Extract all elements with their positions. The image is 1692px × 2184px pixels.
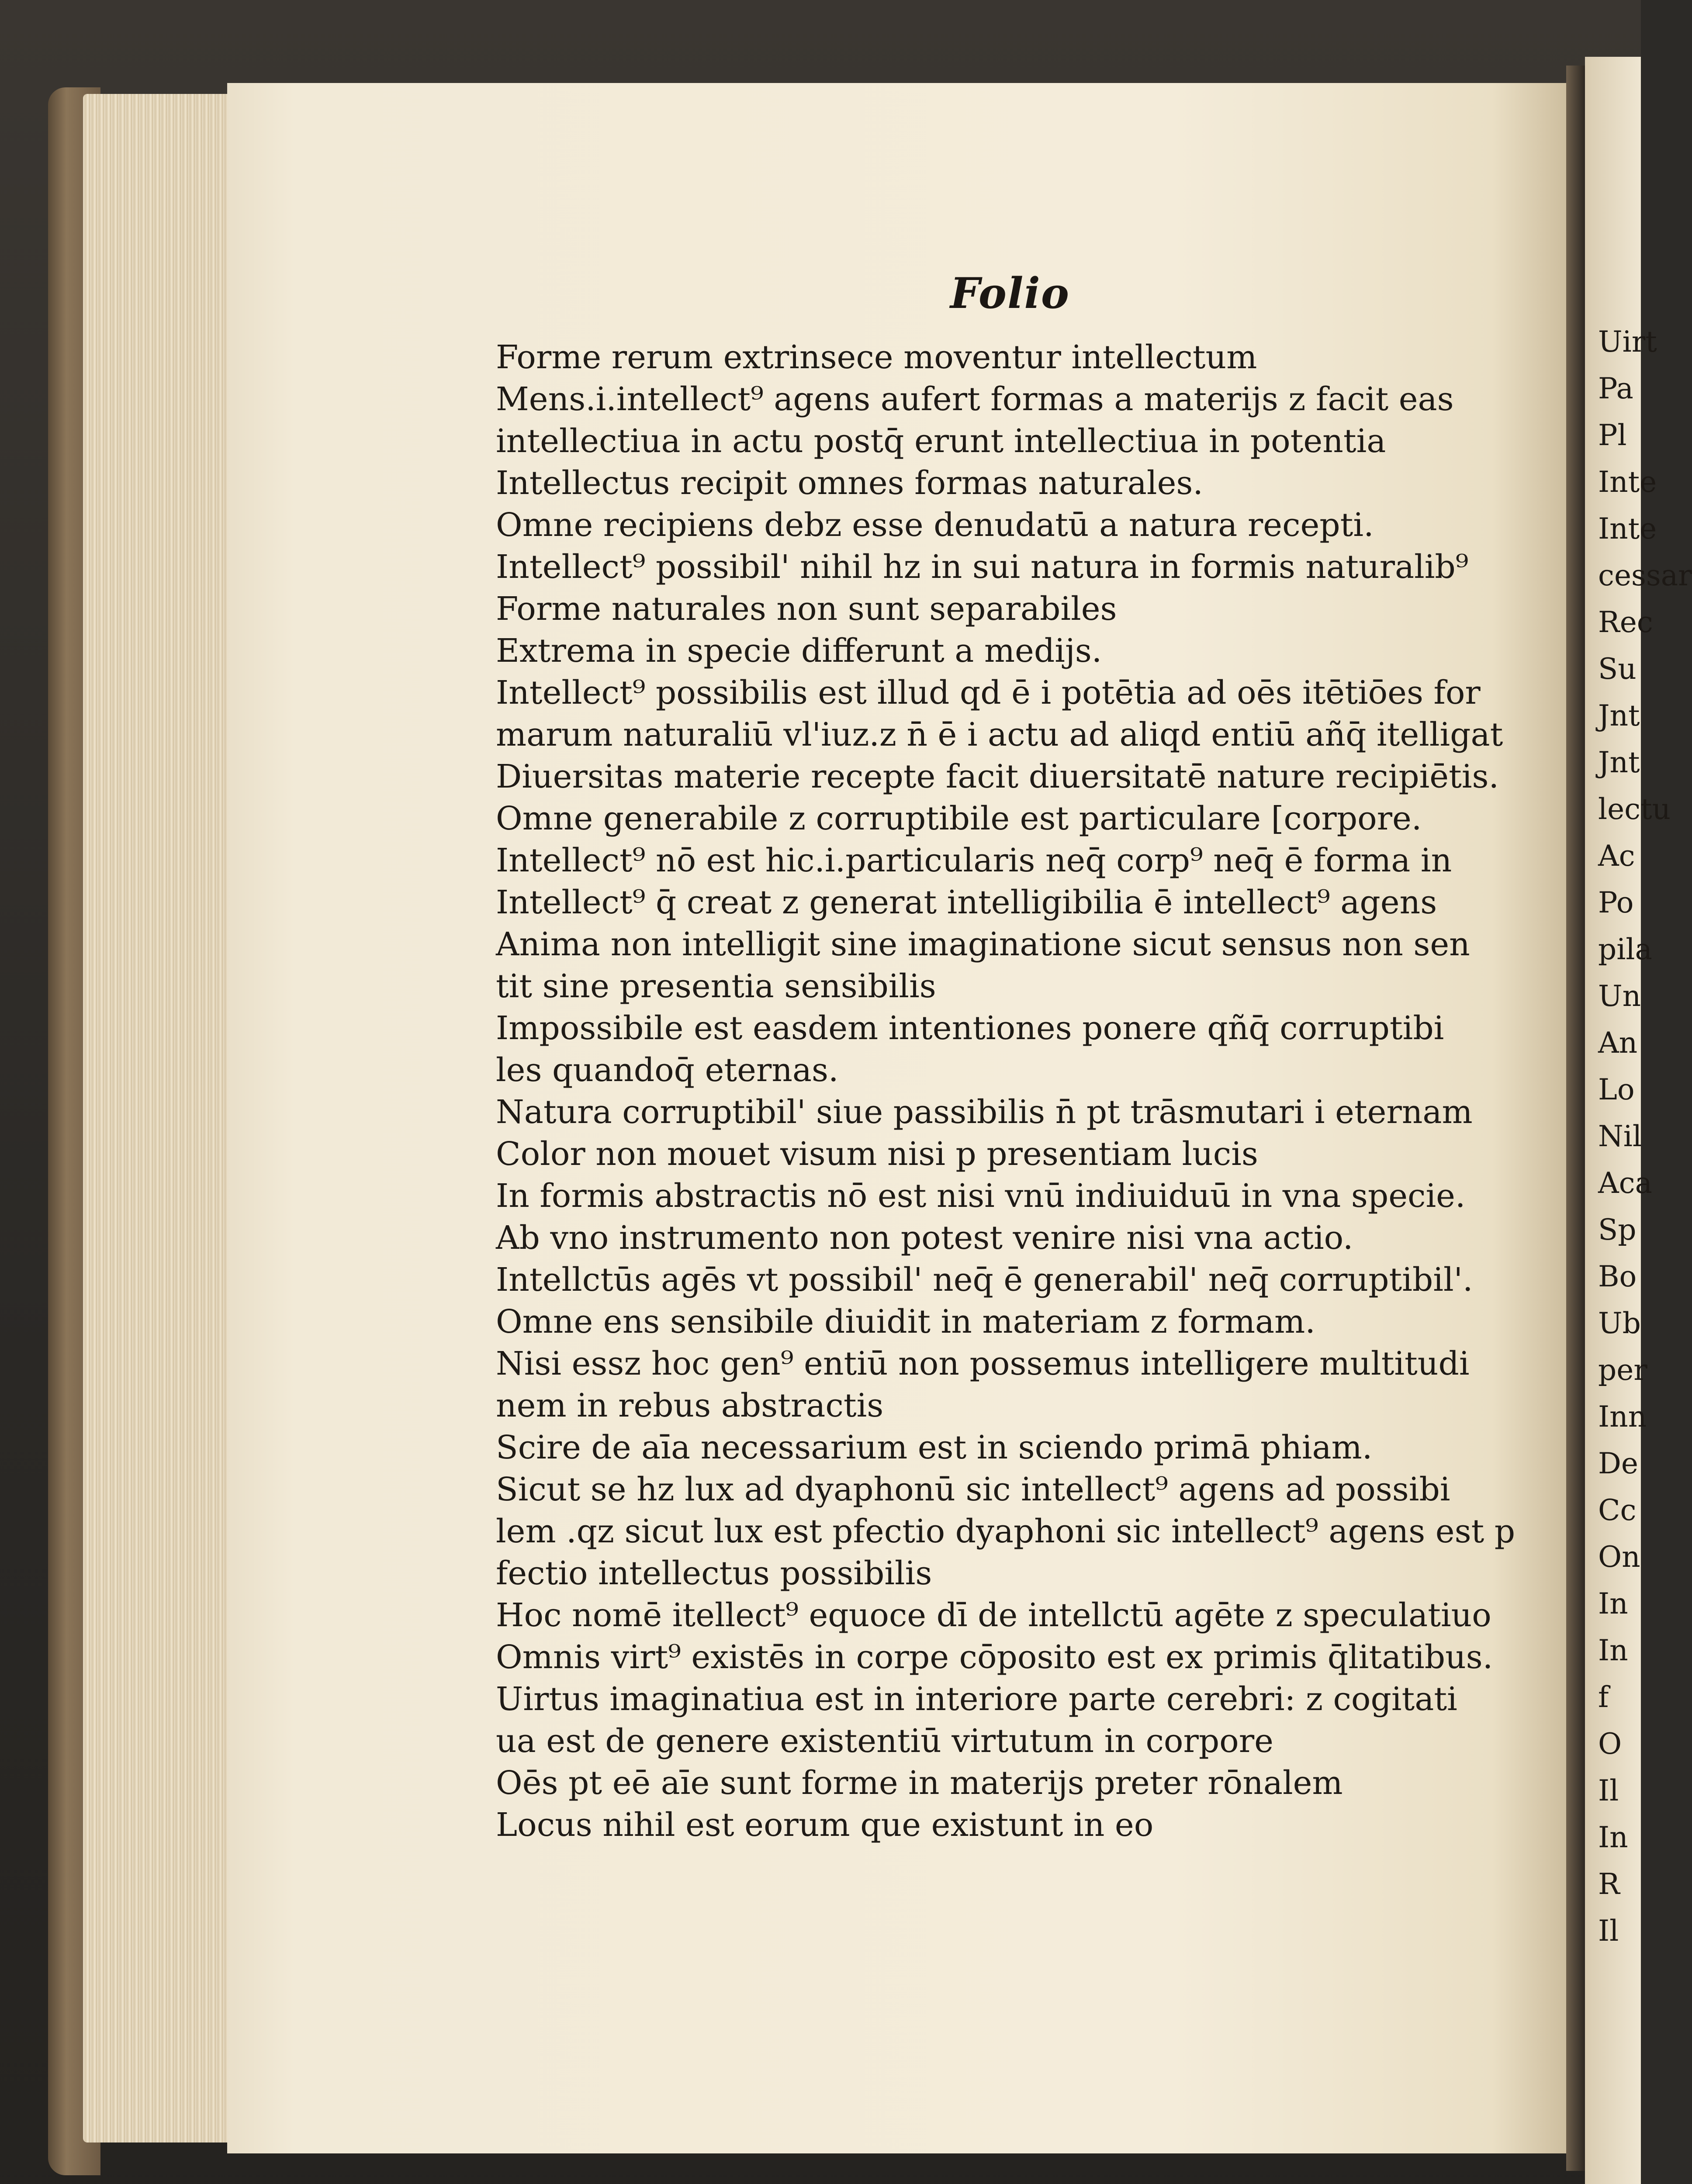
text-line: Hoc nomē itellect⁹ equoce dī de intellctū agēte z speculatiuo [496,1597,1491,1634]
facing-page-fragment: Ub [1598,1306,1641,1340]
facing-page-fragment: Inte [1598,512,1657,546]
text-line: Oēs pt eē aīe sunt forme in materijs preter rōnalem [496,1764,1343,1802]
facing-page-fragment: Uirt [1598,325,1657,359]
text-line: Impossibile est easdem intentiones ponere qñq̄ corruptibi [496,1009,1444,1047]
facing-page-fragment: Cc [1598,1493,1637,1527]
text-line: tit sine presentia sensibilis [496,968,936,1005]
facing-page-fragment: Jnt [1598,746,1640,779]
text-line: Forme naturales non sunt separabiles [496,590,1117,628]
text-line: Color non mouet visum nisi p presentiam lucis [496,1135,1258,1173]
facing-page-fragment: Ac [1598,839,1635,873]
facing-page-edge [1585,57,1692,2184]
text-line: In formis abstractis nō est nisi vnū indiuiduū in vna specie. [496,1177,1466,1215]
text-line: Intellect⁹ nō est hic.i.particularis neq̄ corp⁹ neq̄ ē forma in [496,842,1452,879]
text-line: les quandoq̄ eternas. [496,1051,839,1089]
facing-page-fragment: In [1598,1634,1628,1667]
facing-page-fragment: f [1598,1680,1609,1714]
facing-page-fragment: Pa [1598,372,1633,405]
text-line: Ab vno instrumento non potest venire nisi vna actio. [496,1219,1353,1257]
facing-page-fragment: De [1598,1447,1638,1480]
text-line: Intellect⁹ q̄ creat z generat intelligibilia ē intellect⁹ agens [496,884,1437,921]
text-line: lem .qz sicut lux est pfectio dyaphoni sic intellect⁹ agens est p [496,1513,1516,1550]
facing-page-fragment: O [1598,1727,1622,1761]
facing-page-fragment: R [1598,1867,1620,1901]
text-line: fectio intellectus possibilis [496,1555,932,1592]
text-line: Intellctūs agēs vt possibil' neq̄ ē generabil' neq̄ corruptibil'. [496,1261,1473,1299]
book-gutter [1566,66,1586,2171]
text-line: Natura corruptibil' siue passibilis n̄ pt trāsmutari i eternam [496,1093,1473,1131]
text-line: Nisi essz hoc gen⁹ entiū non possemus intelligere multitudi [496,1345,1470,1382]
facing-page-fragment: Il [1598,1774,1619,1807]
facing-page-fragment: In [1598,1821,1628,1854]
facing-page-fragment: per [1598,1353,1647,1387]
facing-page-fragment: Jnt [1598,699,1640,733]
facing-page-fragment: Nil [1598,1120,1642,1153]
facing-page-fragment: Aca [1598,1166,1652,1200]
text-line: Extrema in specie differunt a medijs. [496,632,1102,670]
facing-page-fragment: cessar [1598,559,1692,592]
facing-page-fragment: Inn [1598,1400,1647,1434]
facing-page-fragment: Bo [1598,1260,1637,1293]
facing-page-fragment: An [1598,1026,1638,1060]
facing-page-fragment: On [1598,1540,1640,1574]
facing-page-fragment: Sp [1598,1213,1637,1247]
facing-page-fragment: Lo [1598,1073,1635,1106]
text-line: Intellect⁹ possibil' nihil hz in sui natura in formis naturalib⁹ [496,548,1469,586]
text-line: Omne ens sensibile diuidit in materiam z formam. [496,1303,1315,1341]
page-stack-edge [83,94,236,2143]
text-line: Omne generabile z corruptibile est particulare [corpore. [496,800,1422,837]
text-line: Intellect⁹ possibilis est illud qd ē i potētia ad oēs itētiōes for [496,674,1481,712]
facing-page-fragment: pila [1598,933,1652,966]
text-line: Omne recipiens debz esse denudatū a natura recepti. [496,506,1374,544]
facing-page-fragment: lectu [1598,792,1671,826]
page-header-folio: Folio [950,269,1070,318]
facing-page-fragment: Rec [1598,605,1653,639]
text-line: ua est de genere existentiū virtutum in corpore [496,1722,1273,1760]
text-line: Anima non intelligit sine imaginatione sicut sensus non sen [496,926,1470,963]
text-line: Sicut se hz lux ad dyaphonū sic intellect⁹ agens ad possibi [496,1471,1450,1508]
main-text-column [496,336,1516,1846]
text-line: nem in rebus abstractis [496,1387,884,1424]
facing-page-fragment: Po [1598,886,1634,919]
facing-page-fragment: Su [1598,652,1637,686]
facing-page-fragment: Inte [1598,465,1657,499]
facing-page-fragment: Il [1598,1914,1619,1948]
text-line: Diuersitas materie recepte facit diuersitatē nature recipiētis. [496,758,1499,795]
facing-page-fragment: Un [1598,979,1641,1013]
text-line: Uirtus imaginatiua est in interiore parte cerebri: z cogitati [496,1680,1457,1718]
text-line: Omnis virt⁹ existēs in corpe cōposito est ex primis q̄litatibus. [496,1638,1493,1676]
facing-page-fragment: In [1598,1587,1628,1621]
text-line: Scire de aīa necessarium est in sciendo primā phiam. [496,1429,1373,1466]
text-line: Mens.i.intellect⁹ agens aufert formas a materijs z facit eas [496,380,1454,418]
text-line: Forme rerum extrinsece moventur intellectum [496,339,1257,376]
text-line: Intellectus recipit omnes formas naturales. [496,464,1203,502]
facing-page-fragment: Pl [1598,418,1627,452]
text-line: marum naturaliū vl'iuz.z n̄ ē i actu ad aliqd entiū añq̄ itelligat [496,716,1503,753]
text-line: intellectiua in actu postq̄ erunt intellectiua in potentia [496,422,1386,460]
text-line: Locus nihil est eorum que existunt in eo [496,1806,1154,1844]
